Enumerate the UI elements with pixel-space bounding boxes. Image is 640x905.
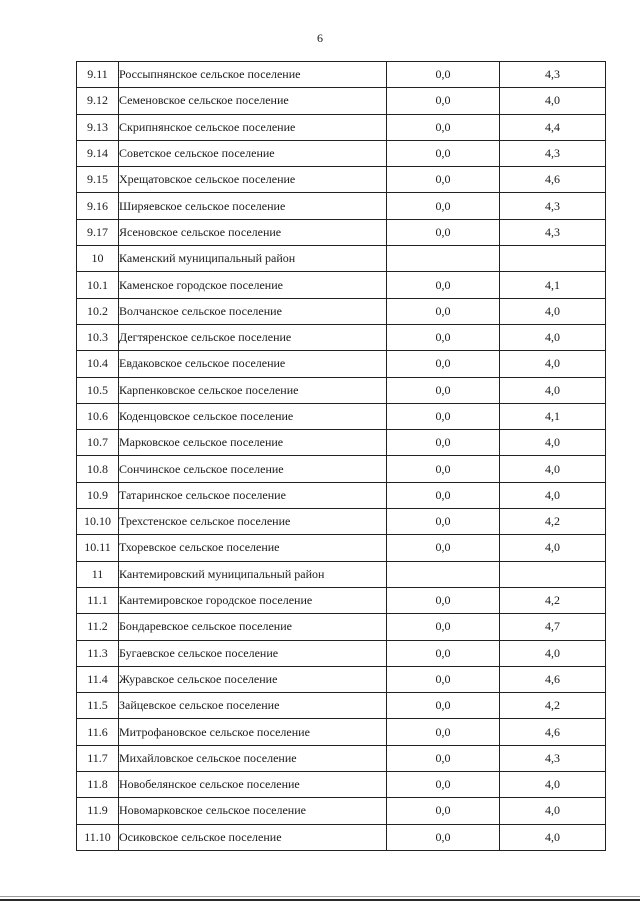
value-2-cell: 4,6 [500, 167, 606, 193]
row-number-cell: 9.12 [77, 88, 119, 114]
table-row [77, 719, 606, 745]
value-1-cell: 0,0 [387, 509, 500, 535]
value-2-cell: 4,4 [500, 114, 606, 140]
value-2-cell: 4,3 [500, 219, 606, 245]
settlement-name-cell: Каменское городское поселение [119, 272, 387, 298]
value-1-cell: 0,0 [387, 62, 500, 88]
value-1-cell: 0,0 [387, 719, 500, 745]
row-number-cell: 10.9 [77, 482, 119, 508]
settlement-name-cell: Хрещатовское сельское поселение [119, 167, 387, 193]
value-2-cell: 4,1 [500, 272, 606, 298]
value-2-cell: 4,1 [500, 403, 606, 429]
row-number-cell: 10.10 [77, 509, 119, 535]
row-number-cell: 11.10 [77, 824, 119, 850]
settlement-name-cell: Карпенковское сельское поселение [119, 377, 387, 403]
value-1-cell: 0,0 [387, 298, 500, 324]
table-row [77, 403, 606, 429]
value-1-cell: 0,0 [387, 614, 500, 640]
value-1-cell: 0,0 [387, 114, 500, 140]
table-row [77, 798, 606, 824]
row-number-cell: 9.11 [77, 62, 119, 88]
settlement-name-cell: Митрофановское сельское поселение [119, 719, 387, 745]
value-1-cell [387, 246, 500, 272]
row-number-cell: 11.1 [77, 587, 119, 613]
row-number-cell: 10 [77, 246, 119, 272]
settlement-name-cell: Новобелянское сельское поселение [119, 772, 387, 798]
value-2-cell: 4,0 [500, 535, 606, 561]
settlement-name-cell: Осиковское сельское поселение [119, 824, 387, 850]
settlement-name-cell: Семеновское сельское поселение [119, 88, 387, 114]
row-number-cell: 11.4 [77, 666, 119, 692]
value-2-cell [500, 561, 606, 587]
value-2-cell: 4,2 [500, 693, 606, 719]
settlement-name-cell: Ясеновское сельское поселение [119, 219, 387, 245]
row-number-cell: 10.2 [77, 298, 119, 324]
settlement-name-cell: Зайцевское сельское поселение [119, 693, 387, 719]
value-1-cell: 0,0 [387, 351, 500, 377]
settlement-name-cell: Коденцовское сельское поселение [119, 403, 387, 429]
value-1-cell: 0,0 [387, 88, 500, 114]
value-1-cell: 0,0 [387, 535, 500, 561]
table-row [77, 246, 606, 272]
table-row [77, 482, 606, 508]
row-number-cell: 10.3 [77, 324, 119, 350]
value-1-cell: 0,0 [387, 456, 500, 482]
settlement-name-cell: Советское сельское поселение [119, 140, 387, 166]
row-number-cell: 10.7 [77, 430, 119, 456]
table-row [77, 298, 606, 324]
table-row [77, 88, 606, 114]
footer-rule-faint [0, 896, 640, 897]
footer-rule [0, 899, 640, 901]
value-2-cell: 4,0 [500, 88, 606, 114]
row-number-cell: 10.6 [77, 403, 119, 429]
settlements-table [76, 61, 606, 851]
settlement-name-cell: Скрипнянское сельское поселение [119, 114, 387, 140]
table-body [77, 62, 606, 851]
value-1-cell: 0,0 [387, 430, 500, 456]
table-row [77, 272, 606, 298]
table-row [77, 324, 606, 350]
settlement-name-cell: Каменский муниципальный район [119, 246, 387, 272]
value-1-cell: 0,0 [387, 745, 500, 771]
table-row [77, 430, 606, 456]
settlement-name-cell: Новомарковское сельское поселение [119, 798, 387, 824]
row-number-cell: 10.4 [77, 351, 119, 377]
table-row [77, 167, 606, 193]
value-1-cell: 0,0 [387, 666, 500, 692]
value-2-cell: 4,6 [500, 719, 606, 745]
table-row [77, 62, 606, 88]
value-2-cell: 4,0 [500, 298, 606, 324]
value-1-cell: 0,0 [387, 324, 500, 350]
settlement-name-cell: Волчанское сельское поселение [119, 298, 387, 324]
value-2-cell: 4,0 [500, 351, 606, 377]
table-row [77, 824, 606, 850]
settlement-name-cell: Кантемировский муниципальный район [119, 561, 387, 587]
row-number-cell: 9.17 [77, 219, 119, 245]
settlement-name-cell: Тхоревское сельское поселение [119, 535, 387, 561]
value-1-cell: 0,0 [387, 377, 500, 403]
settlement-name-cell: Михайловское сельское поселение [119, 745, 387, 771]
settlement-name-cell: Трехстенское сельское поселение [119, 509, 387, 535]
value-1-cell: 0,0 [387, 403, 500, 429]
value-1-cell: 0,0 [387, 693, 500, 719]
table-row [77, 509, 606, 535]
row-number-cell: 11.6 [77, 719, 119, 745]
value-1-cell: 0,0 [387, 587, 500, 613]
value-2-cell: 4,2 [500, 587, 606, 613]
page-number: 6 [317, 31, 323, 45]
value-2-cell: 4,3 [500, 193, 606, 219]
value-1-cell: 0,0 [387, 272, 500, 298]
table-row [77, 193, 606, 219]
value-1-cell: 0,0 [387, 640, 500, 666]
settlement-name-cell: Сончинское сельское поселение [119, 456, 387, 482]
table-row [77, 561, 606, 587]
settlement-name-cell: Журавское сельское поселение [119, 666, 387, 692]
row-number-cell: 10.5 [77, 377, 119, 403]
settlement-name-cell: Евдаковское сельское поселение [119, 351, 387, 377]
value-2-cell [500, 246, 606, 272]
value-2-cell: 4,0 [500, 772, 606, 798]
value-2-cell: 4,3 [500, 745, 606, 771]
value-1-cell: 0,0 [387, 772, 500, 798]
table-row [77, 587, 606, 613]
value-2-cell: 4,0 [500, 798, 606, 824]
value-2-cell: 4,0 [500, 430, 606, 456]
row-number-cell: 9.13 [77, 114, 119, 140]
table-row [77, 351, 606, 377]
value-2-cell: 4,0 [500, 640, 606, 666]
table-row [77, 745, 606, 771]
value-2-cell: 4,0 [500, 456, 606, 482]
table-row [77, 140, 606, 166]
table-row [77, 614, 606, 640]
table-row [77, 772, 606, 798]
row-number-cell: 10.1 [77, 272, 119, 298]
value-2-cell: 4,3 [500, 140, 606, 166]
table-row [77, 693, 606, 719]
value-2-cell: 4,7 [500, 614, 606, 640]
table-row [77, 535, 606, 561]
value-1-cell: 0,0 [387, 193, 500, 219]
value-2-cell: 4,3 [500, 62, 606, 88]
row-number-cell: 10.11 [77, 535, 119, 561]
settlement-name-cell: Дегтяренское сельское поселение [119, 324, 387, 350]
settlement-name-cell: Татаринское сельское поселение [119, 482, 387, 508]
table-row [77, 114, 606, 140]
row-number-cell: 9.14 [77, 140, 119, 166]
row-number-cell: 11.3 [77, 640, 119, 666]
value-2-cell: 4,0 [500, 482, 606, 508]
settlement-name-cell: Россыпнянское сельское поселение [119, 62, 387, 88]
table-row [77, 456, 606, 482]
value-2-cell: 4,6 [500, 666, 606, 692]
value-2-cell: 4,0 [500, 824, 606, 850]
row-number-cell: 11.5 [77, 693, 119, 719]
value-1-cell: 0,0 [387, 798, 500, 824]
row-number-cell: 11.9 [77, 798, 119, 824]
row-number-cell: 11.8 [77, 772, 119, 798]
settlement-name-cell: Бугаевское сельское поселение [119, 640, 387, 666]
value-1-cell: 0,0 [387, 482, 500, 508]
settlement-name-cell: Бондаревское сельское поселение [119, 614, 387, 640]
value-1-cell: 0,0 [387, 167, 500, 193]
table-row [77, 666, 606, 692]
table-row [77, 640, 606, 666]
row-number-cell: 11.2 [77, 614, 119, 640]
settlement-name-cell: Кантемировское городское поселение [119, 587, 387, 613]
row-number-cell: 11 [77, 561, 119, 587]
settlement-name-cell: Марковское сельское поселение [119, 430, 387, 456]
value-2-cell: 4,0 [500, 377, 606, 403]
table-row [77, 377, 606, 403]
row-number-cell: 9.16 [77, 193, 119, 219]
row-number-cell: 11.7 [77, 745, 119, 771]
value-2-cell: 4,2 [500, 509, 606, 535]
value-2-cell: 4,0 [500, 324, 606, 350]
settlement-name-cell: Ширяевское сельское поселение [119, 193, 387, 219]
value-1-cell [387, 561, 500, 587]
value-1-cell: 0,0 [387, 824, 500, 850]
table-row [77, 219, 606, 245]
value-1-cell: 0,0 [387, 219, 500, 245]
row-number-cell: 10.8 [77, 456, 119, 482]
row-number-cell: 9.15 [77, 167, 119, 193]
value-1-cell: 0,0 [387, 140, 500, 166]
